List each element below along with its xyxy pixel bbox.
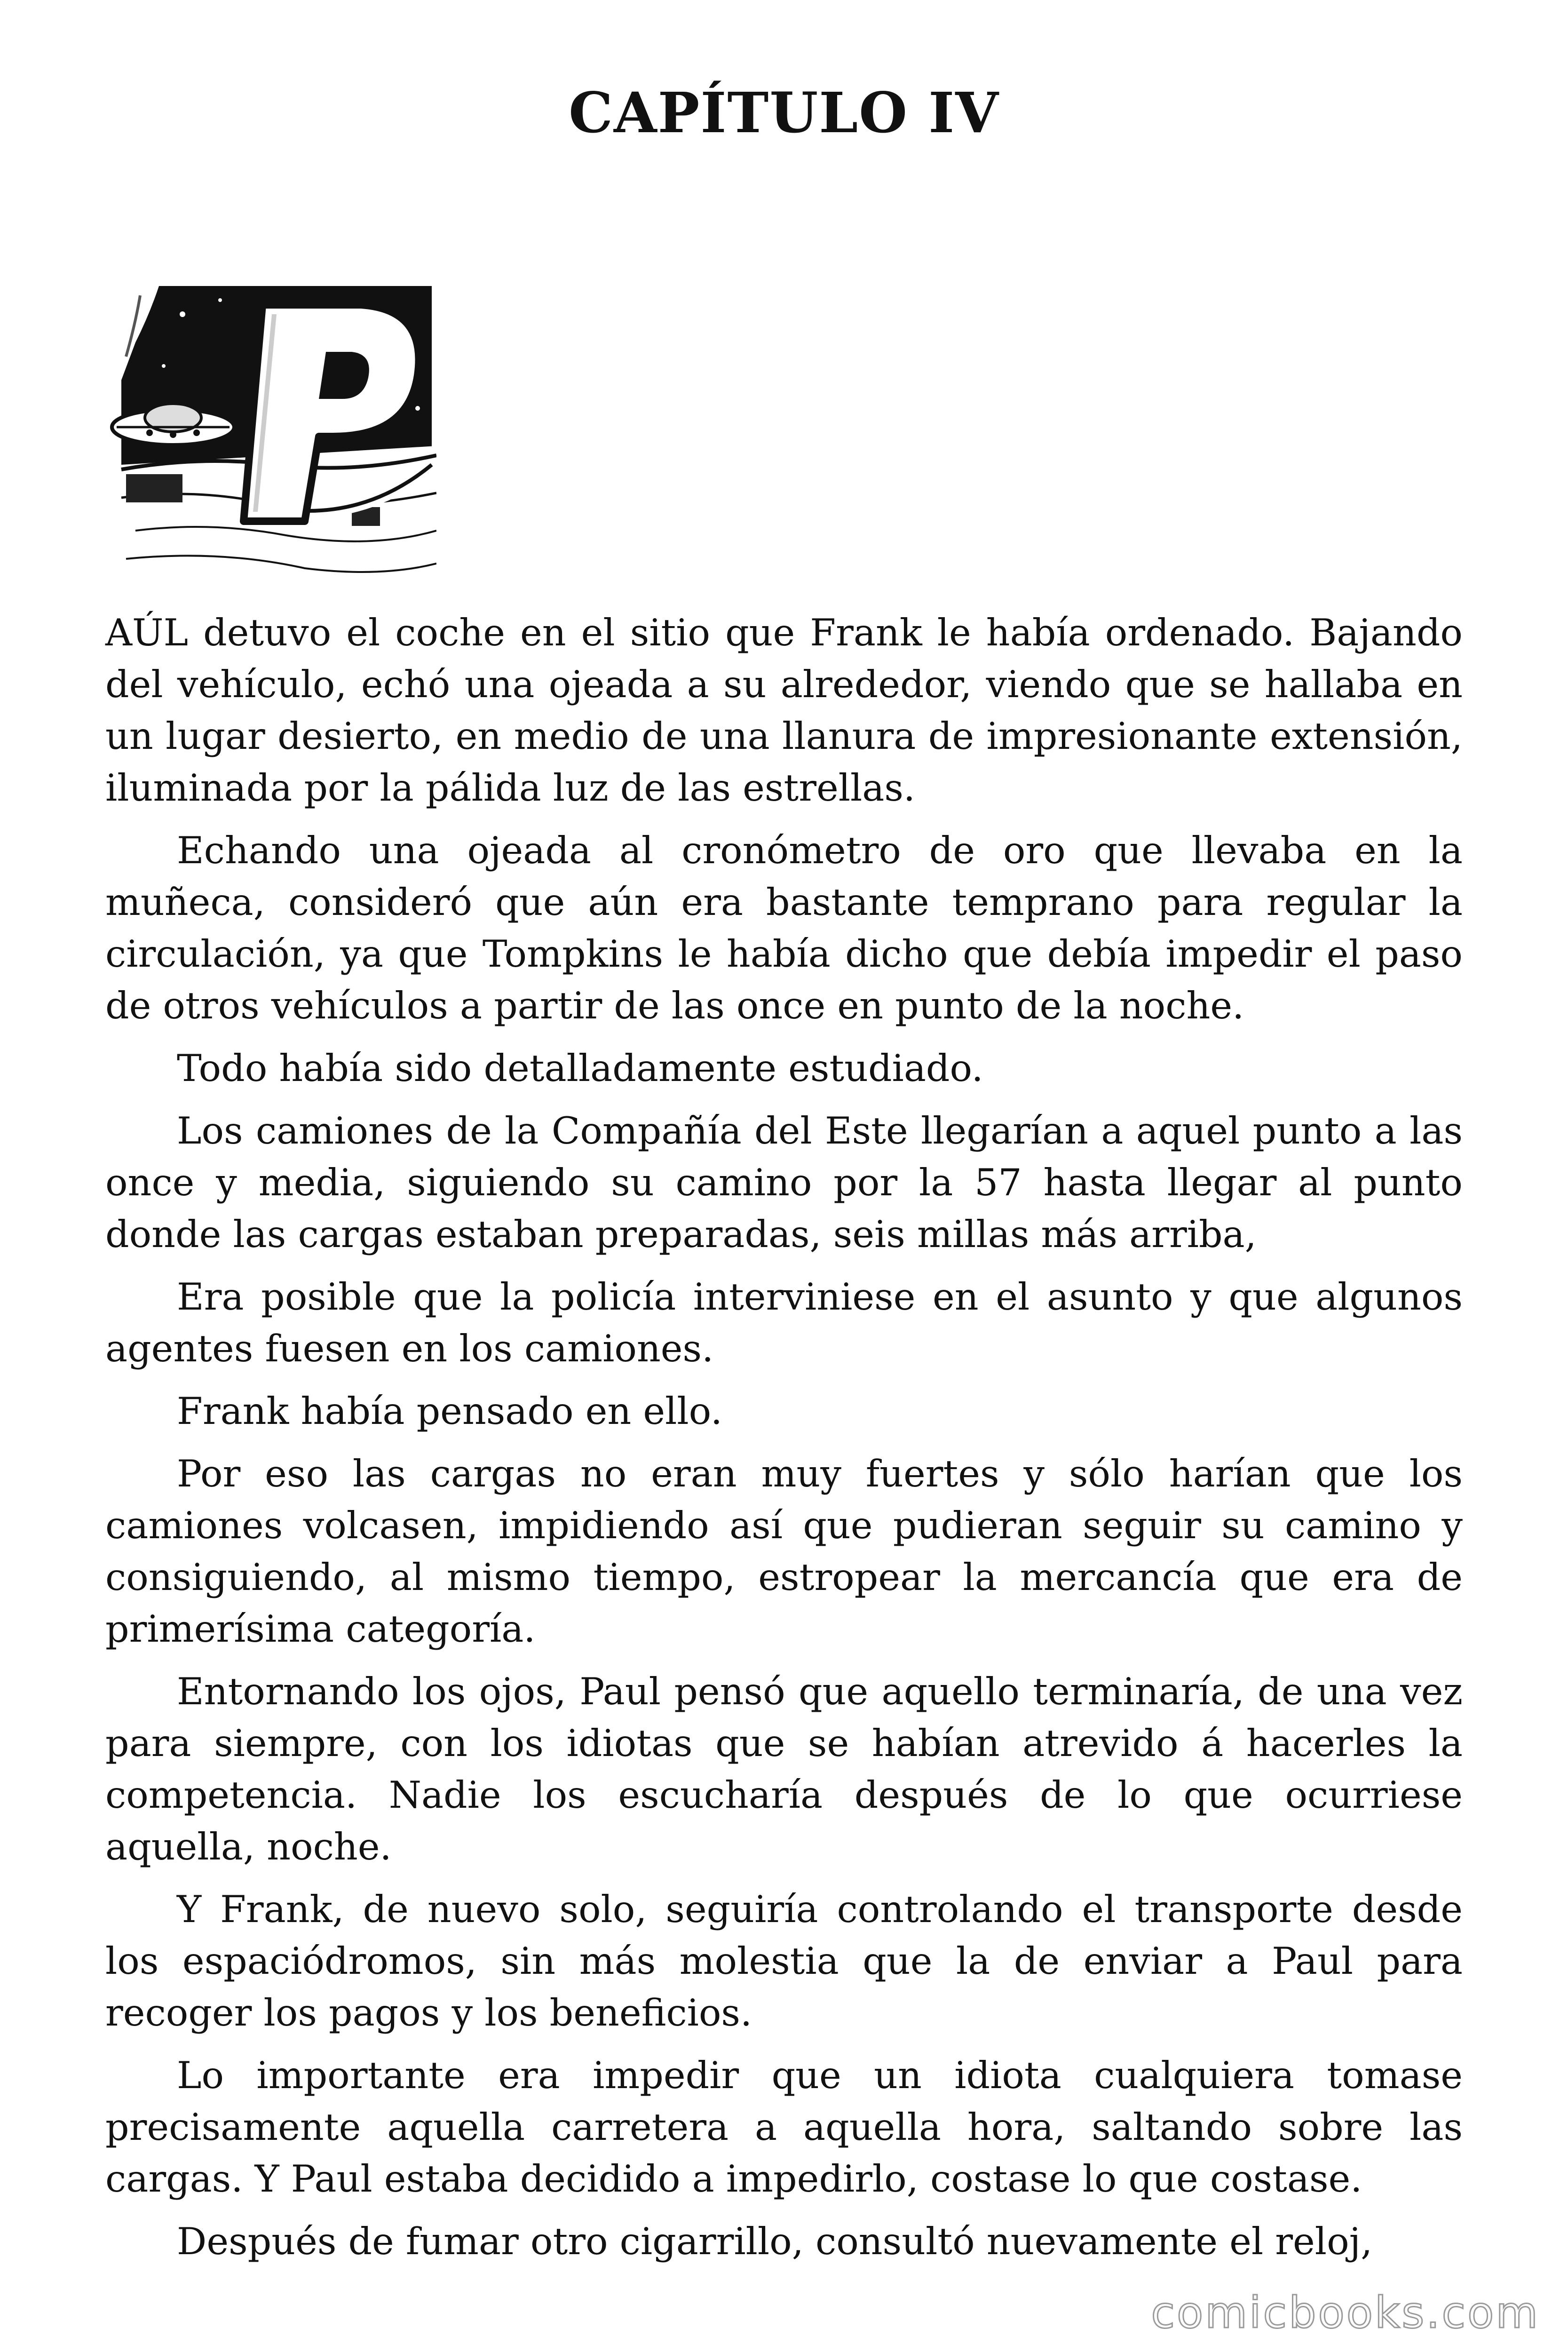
paragraph: Por eso las cargas no eran muy fuertes y sólo harían que los camiones volcasen, impidiendo así que pudieran seguir su camino y consiguiendo, al mismo tiempo, estropear la mercancía que era de primerísima categoría. bbox=[105, 1452, 1463, 1651]
watermark: comicbooks.com bbox=[1151, 2288, 1540, 2338]
paragraph: Era posible que la policía interviniese en el asunto y que algunos agentes fuesen en los camiones. bbox=[105, 1275, 1463, 1370]
paragraph: Echando una ojeada al cronómetro de oro que llevaba en la muñeca, consideró que aún era bastante temprano para regular la circulación, ya que Tompkins le había dicho que debía impedir el paso de otros vehículos a partir de las once en punto de la noche. bbox=[105, 829, 1463, 1027]
paragraph: Entornando los ojos, Paul pensó que aquello terminaría, de una vez para siempre, con los idiotas que se habían atrevido á hacerles la competencia. Nadie los escucharía después de lo que ocurriese aquella, noche. bbox=[105, 1670, 1463, 1868]
chapter-title: CAPÍTULO IV bbox=[569, 80, 999, 145]
paragraph: Los camiones de la Compañía del Este llegarían a aquel punto a las once y media, siguiendo su camino por la 57 hasta llegar al punto donde las cargas estaban preparadas, seis millas más arriba, bbox=[105, 1109, 1463, 1256]
paragraph: Lo importante era impedir que un idiota cualquiera tomase precisamente aquella carretera a aquella hora, saltando sobre las cargas. Y Paul estaba decidido a impedirlo, costase lo que costase. bbox=[105, 2054, 1463, 2201]
drop-cap-p-icon bbox=[107, 286, 436, 587]
drop-cap-illustration bbox=[107, 286, 436, 587]
paragraph: Todo había sido detalladamente estudiado. bbox=[177, 1047, 983, 1090]
paragraph: Y Frank, de nuevo solo, seguiría controlando el transporte desde los espaciódromos, sin más molestia que la de enviar a Paul para recoger los pagos y los beneficios. bbox=[105, 1888, 1463, 2034]
paragraph: Después de fumar otro cigarrillo, consultó nuevamente el reloj, bbox=[177, 2220, 1373, 2263]
paragraph: AÚL detuvo el coche en el sitio que Frank le había ordenado. Bajando del vehículo, echó una ojeada a su alrededor, viendo que se hallaba en un lugar desierto, en medio de una llanura de impresionante extensión, iluminada por la pálida luz de las estrellas. bbox=[105, 611, 1463, 810]
paragraph: Frank había pensado en ello. bbox=[177, 1390, 722, 1433]
chapter-body bbox=[105, 607, 1463, 2278]
